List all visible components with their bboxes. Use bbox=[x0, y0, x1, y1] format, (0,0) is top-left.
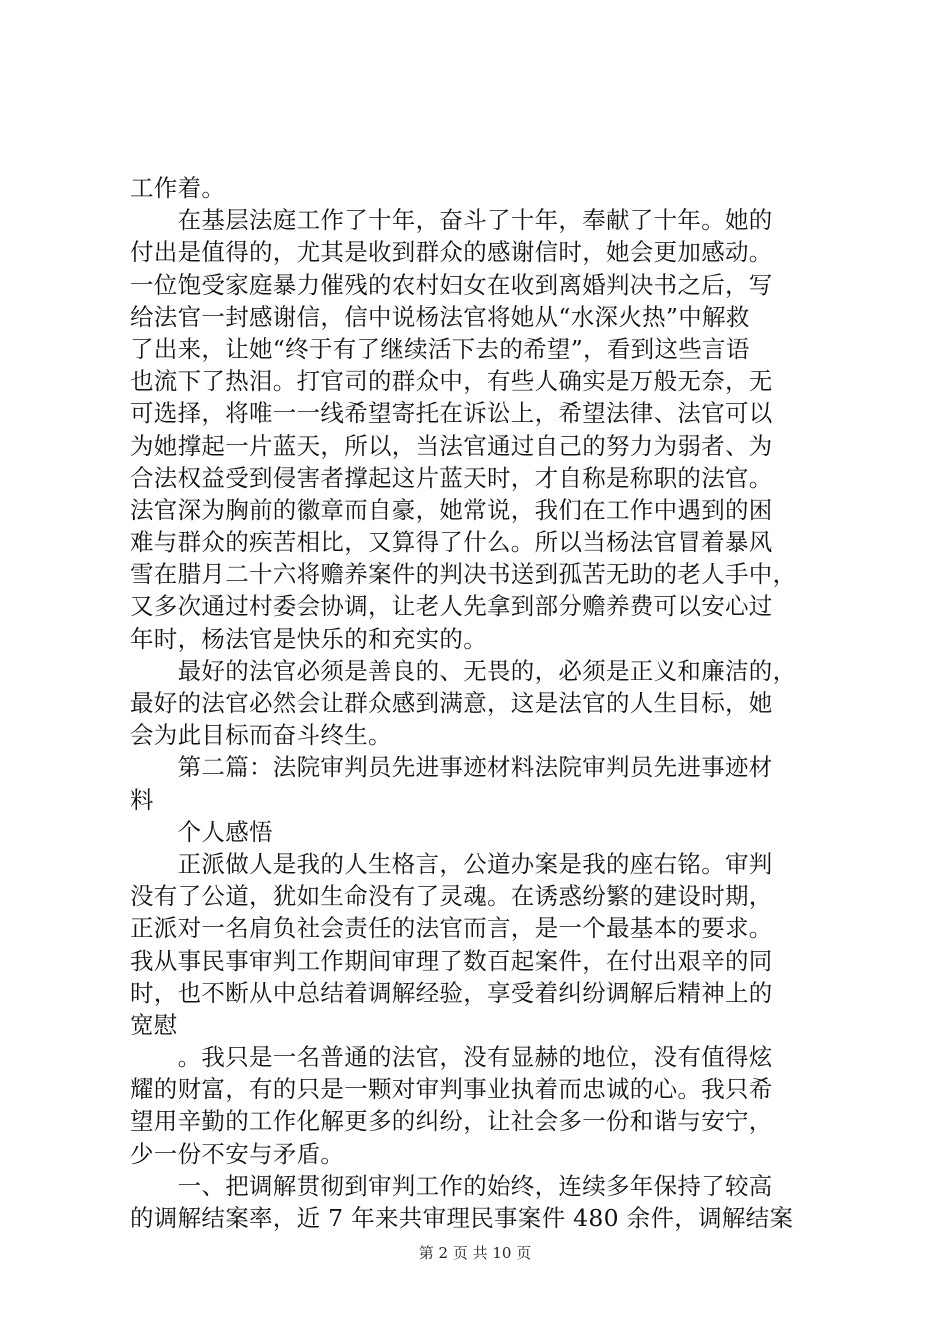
text-line: 第二篇：法院审判员先进事迹材料法院审判员先进事迹材 bbox=[130, 753, 773, 782]
text-line: 少一份不安与矛盾。 bbox=[130, 1139, 345, 1168]
text-line: 正派对一名肩负社会责任的法官而言，是一个最基本的要求。 bbox=[130, 914, 773, 943]
text-line: 料 bbox=[130, 785, 154, 814]
text-line: 会为此目标而奋斗终生。 bbox=[130, 721, 392, 750]
text-line: 了出来，让她“终于有了继续活下去的希望”，看到这些言语 bbox=[130, 334, 750, 363]
text-line: 正派做人是我的人生格言，公道办案是我的座右铭。审判 bbox=[130, 849, 773, 878]
text-line: 宽慰 bbox=[130, 1010, 178, 1039]
text-line: 给法官一封感谢信，信中说杨法官将她从“水深火热”中解救 bbox=[130, 302, 750, 331]
text-line: 最好的法官必然会让群众感到满意，这是法官的人生目标，她 bbox=[130, 689, 773, 717]
page-footer: 第 2 页 共 10 页 bbox=[418, 1244, 532, 1262]
text-line: 可选择，将唯一一线希望寄托在诉讼上，希望法律、法官可以 bbox=[130, 399, 773, 428]
text-line: 。我只是一名普通的法官，没有显赫的地位，没有值得炫 bbox=[130, 1043, 773, 1072]
text-line: 又多次通过村委会协调，让老人先拿到部分赡养费可以安心过 bbox=[130, 592, 773, 621]
document-body bbox=[130, 172, 830, 1234]
text-line: 我从事民事审判工作期间审理了数百起案件，在付出艰辛的同 bbox=[130, 946, 773, 975]
text-line: 耀的财富，有的只是一颗对审判事业执着而忠诚的心。我只希 bbox=[130, 1075, 773, 1104]
text-line: 时，也不断从中总结着调解经验，享受着纠纷调解后精神上的 bbox=[130, 978, 773, 1007]
text-line: 没有了公道，犹如生命没有了灵魂。在诱惑纷繁的建设时期， bbox=[130, 882, 773, 911]
text-line: 付出是值得的，尤其是收到群众的感谢信时，她会更加感动。 bbox=[130, 238, 773, 267]
text-line: 一位饱受家庭暴力催残的农村妇女在收到离婚判决书之后，写 bbox=[130, 270, 773, 299]
text-line: 雪在腊月二十六将赡养案件的判决书送到孤苦无助的老人手中， bbox=[130, 560, 797, 589]
text-line: 法官深为胸前的徽章而自豪，她常说，我们在工作中遇到的困 bbox=[130, 495, 773, 524]
text-line: 最好的法官必须是善良的、无畏的，必须是正义和廉洁的， bbox=[130, 656, 797, 685]
text-line: 一、把调解贯彻到审判工作的始终，连续多年保持了较高 bbox=[130, 1171, 773, 1200]
text-line: 个人感悟 bbox=[130, 817, 273, 846]
text-line: 也流下了热泪。打官司的群众中，有些人确实是万般无奈，无 bbox=[130, 367, 773, 396]
text-line: 望用辛勤的工作化解更多的纠纷，让社会多一份和谐与安宁， bbox=[130, 1107, 773, 1136]
text-line: 在基层法庭工作了十年，奋斗了十年，奉献了十年。她的 bbox=[130, 206, 773, 235]
text-line: 难与群众的疾苦相比，又算得了什么。所以当杨法官冒着暴风 bbox=[130, 528, 773, 557]
text-line: 的调解结案率，近 7 年来共审理民事案件 480 余件，调解结案 bbox=[130, 1204, 794, 1232]
text-line: 合法权益受到侵害者撑起这片蓝天时，才自称是称职的法官。 bbox=[130, 463, 773, 492]
text-line: 工作着。 bbox=[130, 174, 226, 202]
text-line: 年时，杨法官是快乐的和充实的。 bbox=[130, 624, 487, 653]
text-line: 为她撑起一片蓝天，所以，当法官通过自己的努力为弱者、为 bbox=[130, 431, 773, 460]
